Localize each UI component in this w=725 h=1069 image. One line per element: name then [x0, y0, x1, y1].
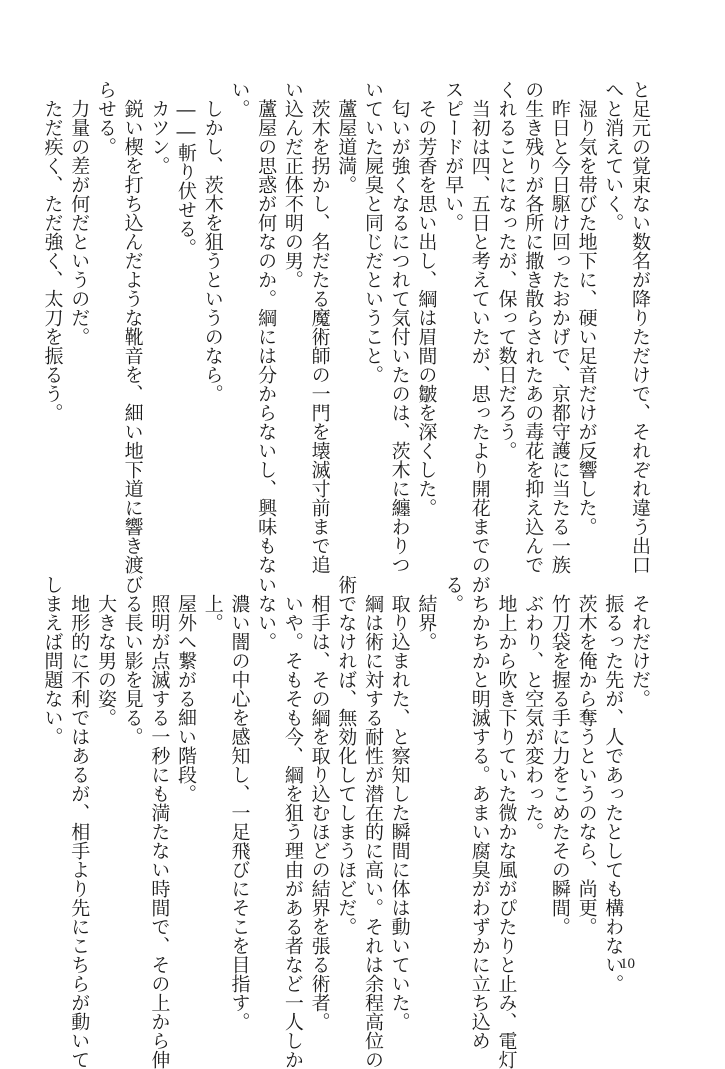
text-line: 地上から吹き下りていた微かな風がぴたりと止み、電灯	[495, 575, 518, 1069]
text-line: らせる。	[94, 80, 117, 156]
text-line: 地形的に不利ではあるが、相手より先にこちらが動いて	[68, 575, 91, 1069]
text-line: いない。	[255, 575, 278, 651]
text-line: の生き残りが各所に撒き散らされたあの毒花を抑え込んで	[522, 80, 545, 574]
text-line: 屋外へ繋がる細い階段。	[175, 575, 198, 803]
text-line: 茨木を俺から奪うというのなら、尚更。	[575, 575, 598, 936]
text-line: 力量の差が何だというのだ。	[68, 80, 91, 346]
text-line: カツン。	[148, 80, 171, 175]
text-line: 結界。	[415, 575, 438, 651]
text-line: しまえば問題ない。	[41, 575, 64, 746]
text-line: 蘆屋道満。	[335, 80, 358, 194]
text-line: 振るった先が、人であったとしても構わない。	[602, 575, 625, 993]
text-line: ――斬り伏せる。	[175, 80, 198, 257]
text-line: る。	[442, 575, 465, 613]
text-line: それだけだ。	[629, 575, 651, 708]
text-line: 照明が点滅する一秒にも満たない時間で、その上から伸	[148, 575, 171, 1069]
text-line: と足元の覚束ない数名が降りただけで、それぞれ違う出口	[629, 80, 651, 574]
text-line: 当初は四、五日と考えていたが、思ったより開花までの	[468, 80, 491, 574]
text-line: 上。	[201, 575, 224, 632]
text-line: 匂いが強くなるにつれて気付いたのは、茨木に纏わりつ	[388, 80, 411, 574]
text-block-top	[41, 80, 653, 574]
text-line: がちかちかと明滅する。あまい腐臭がわずかに立ち込め	[468, 575, 491, 1050]
text-line: 濃い闇の中心を感知し、一足飛びにそこを目指す。	[228, 575, 251, 1031]
text-line: ぶわり、と空気が変わった。	[522, 575, 545, 841]
text-block-bottom	[41, 575, 653, 1069]
text-line: 術でなければ、無効化してしまうほどだ。	[335, 575, 358, 936]
text-line: 湿り気を帯びた地下に、硬い足音だけが反響した。	[575, 80, 598, 536]
text-line: スピードが早い。	[442, 80, 465, 232]
text-line: へと消えていく。	[602, 80, 625, 232]
text-line: ただ疾く、ただ強く、太刀を振るう。	[41, 80, 64, 422]
text-line: いていた屍臭と同じだということ。	[361, 80, 384, 384]
text-line: いや。そもそも今、綱を狙う理由がある者など一人しか	[281, 575, 304, 1069]
text-line: 綱は術に対する耐性が潜在的に高い。それは余程高位の	[361, 575, 384, 1069]
text-line: びる長い影を見る。	[121, 575, 144, 746]
text-line: 取り込まれた、と察知した瞬間に体は動いていた。	[388, 575, 411, 1031]
text-line: 相手は、その綱を取り込むほどの結界を張る術者。	[308, 575, 331, 1031]
text-line: 蘆屋の思惑が何なのか。綱には分からないし、興味もな	[255, 80, 278, 574]
text-line: 竹刀袋を握る手に力をこめたその瞬間。	[548, 575, 571, 936]
page-number: 10	[620, 956, 635, 972]
text-line: い込んだ正体不明の男。	[281, 80, 304, 289]
text-line: 茨木を拐かし、名だたる魔術師の一門を壊滅寸前まで追	[308, 80, 331, 574]
text-line: その芳香を思い出し、綱は眉間の皺を深くした。	[415, 80, 438, 517]
text-line: 鋭い楔を打ち込んだような靴音を、細い地下道に響き渡	[121, 80, 144, 574]
text-line: くれることになったが、保って数日だろう。	[495, 80, 518, 460]
text-line: 大きな男の姿。	[94, 575, 117, 727]
text-line: 昨日と今日駆け回ったおかげで、京都守護に当たる一族	[548, 80, 571, 574]
text-line: しかし、茨木を狙うというのなら。	[201, 80, 224, 403]
text-line: い。	[228, 80, 251, 118]
